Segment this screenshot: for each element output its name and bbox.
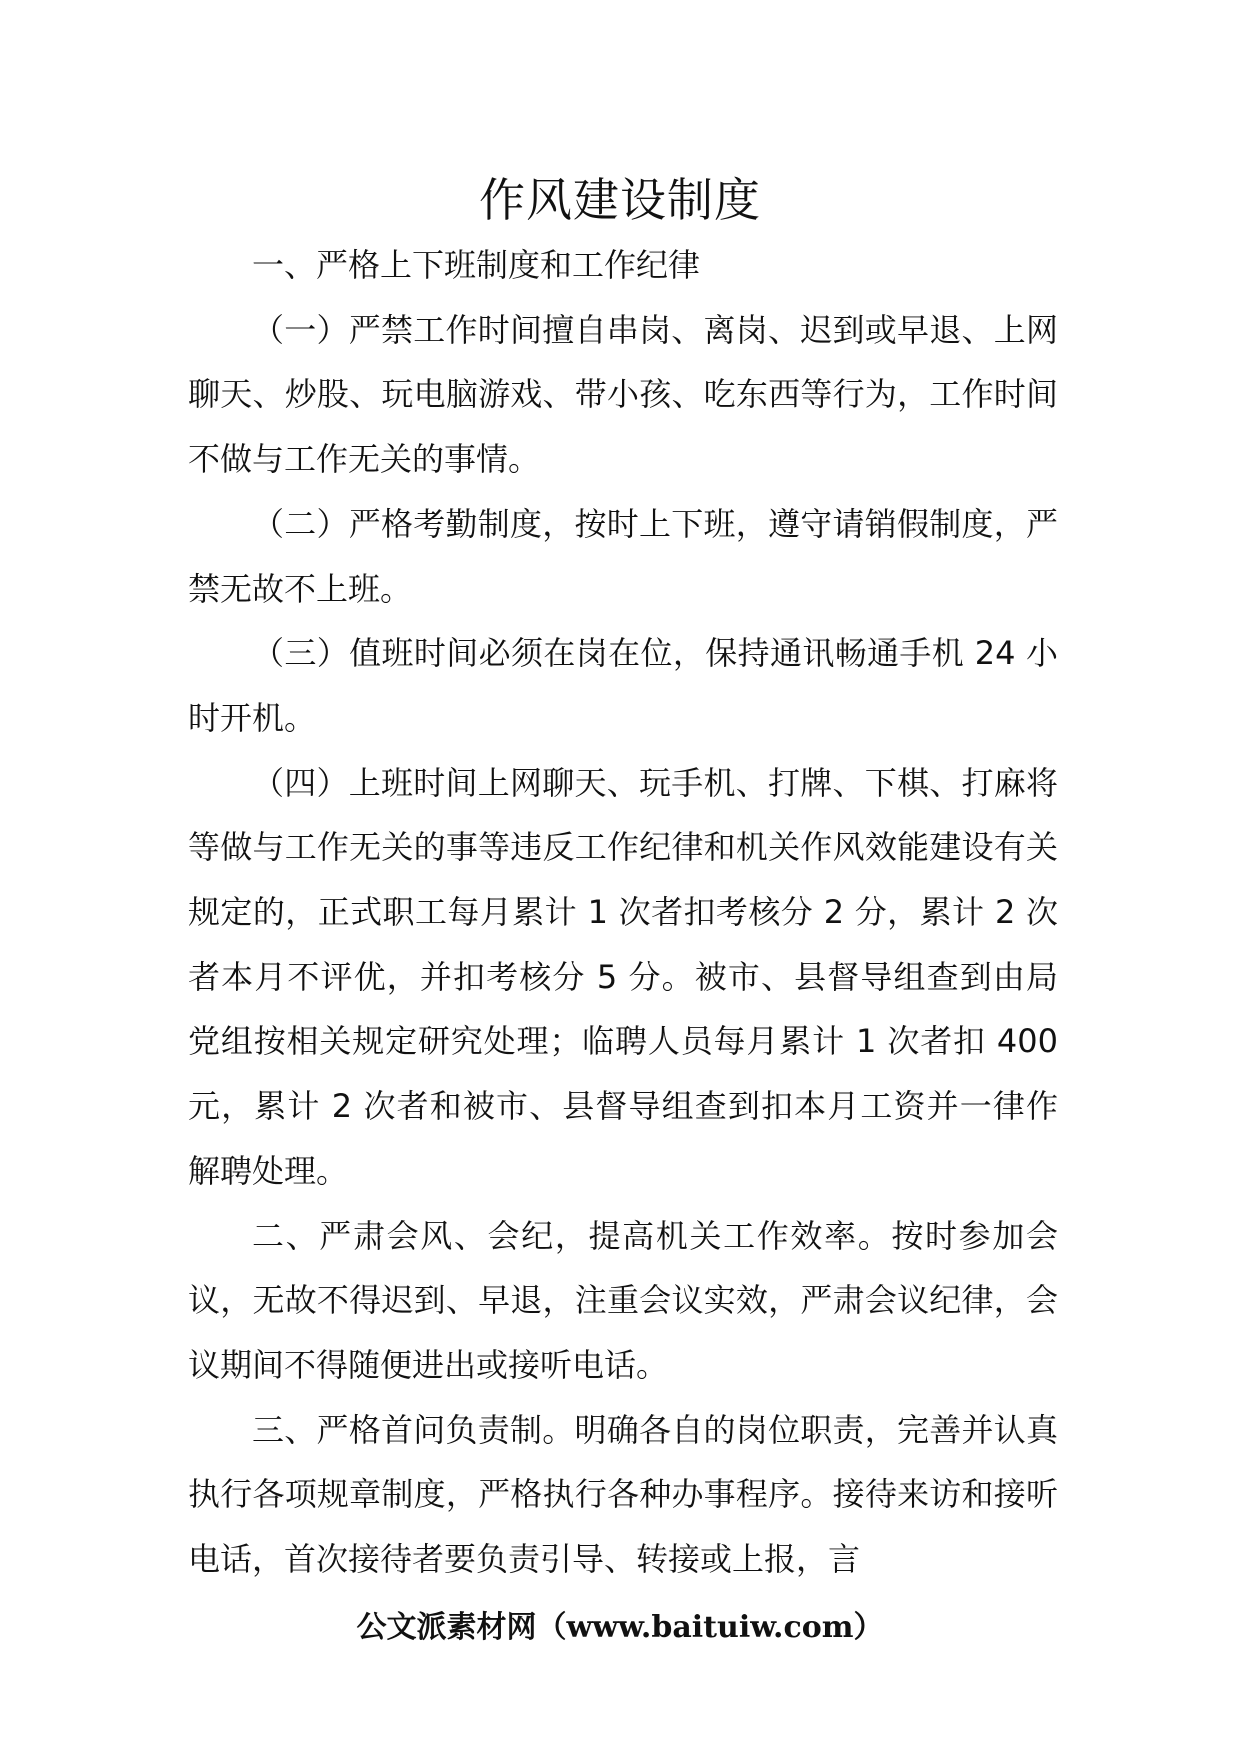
clause-1-2: （二）严格考勤制度，按时上下班，遵守请销假制度，严禁无故不上班。 bbox=[188, 504, 1058, 608]
section-3: 三、严格首问负责制。明确各自的岗位职责，完善并认真执行各项规章制度，严格执行各种办事程序。接待来访和接听电话，首次接待者要负责引导、转接或上报，言 bbox=[188, 1410, 1058, 1579]
clause-1-3: （三）值班时间必须在岗在位，保持通讯畅通手机 24 小时开机。 bbox=[188, 634, 1058, 737]
document-title: 作风建设制度 bbox=[479, 173, 761, 227]
clause-1-4: （四）上班时间上网聊天、玩手机、打牌、下棋、打麻将等做与工作无关的事等违反工作纪律和机关作风效能建设有关规定的，正式职工每月累计 1 次者扣考核分 2 分，累计 2 次者本月不评优，并扣考核分 5 分。被市、县督导组查到由局党组按相关规定研究处理；临聘人员每月累计 1 次者扣 400 元，累计 2 次者和被市、县督导组查到扣本月工资并一律作解聘处理。 bbox=[188, 763, 1058, 1190]
document-body bbox=[188, 233, 1058, 1592]
section-heading-1: 一、严格上下班制度和工作纪律 bbox=[252, 246, 701, 284]
clause-1-1: （一）严禁工作时间擅自串岗、离岗、迟到或早退、上网聊天、炒股、玩电脑游戏、带小孩、吃东西等行为，工作时间不做与工作无关的事情。 bbox=[188, 310, 1058, 479]
section-2: 二、严肃会风、会纪，提高机关工作效率。按时参加会议，无故不得迟到、早退，注重会议实效，严肃会议纪律，会议期间不得随便进出或接听电话。 bbox=[188, 1216, 1058, 1384]
page-footer-watermark: 公文派素材网（www.baituiw.com） bbox=[356, 1610, 884, 1645]
